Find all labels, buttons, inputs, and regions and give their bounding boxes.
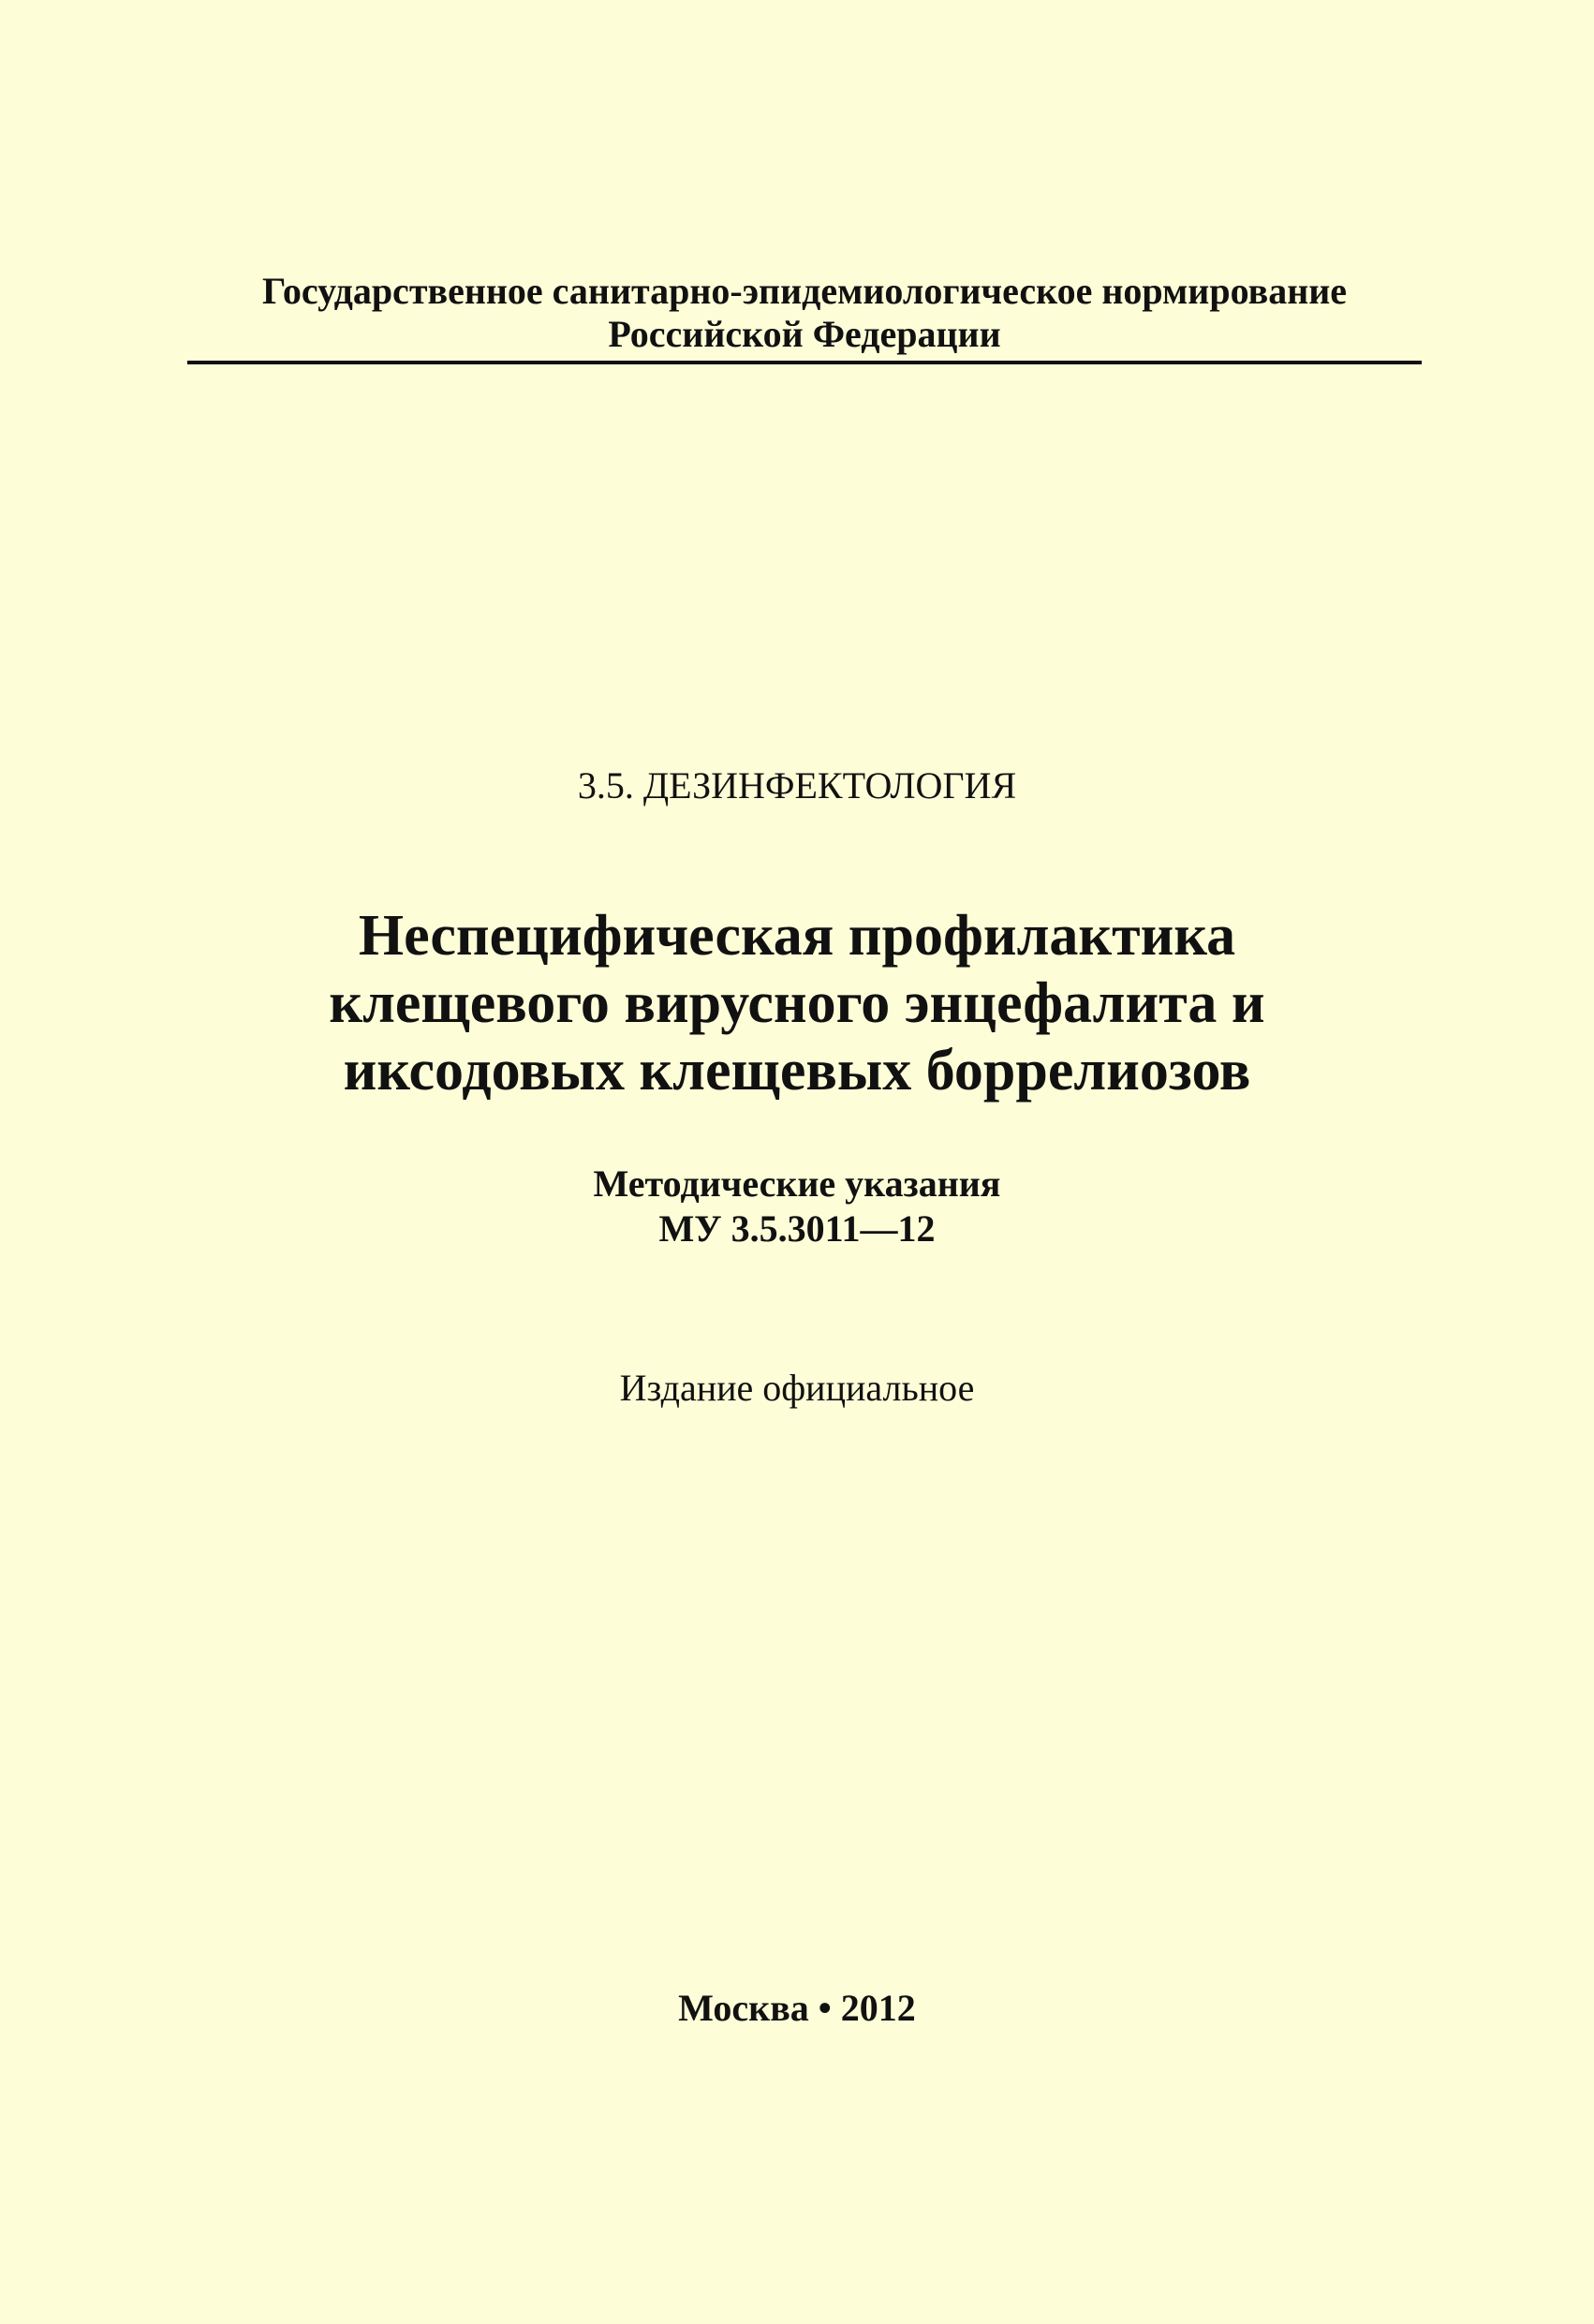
document-number: МУ 3.5.3011—12 <box>658 1207 936 1250</box>
header-line-2: Российской Федерации <box>608 313 1001 355</box>
header-line-1: Государственное санитарно-эпидемиологическое нормирование <box>261 270 1348 312</box>
document-subtitle <box>0 1162 1594 1251</box>
place-and-year: Москва • 2012 <box>678 1987 916 2029</box>
header-divider <box>187 361 1422 364</box>
subtitle-type: Методические указания <box>593 1162 1001 1205</box>
title-line-1: Неспецифическая профилактика <box>358 904 1236 968</box>
document-title <box>0 902 1594 1104</box>
issuing-body-header <box>187 270 1422 356</box>
edition-note: Издание официальное <box>619 1367 975 1409</box>
category-heading: 3.5. ДЕЗИНФЕКТОЛОГИЯ <box>577 764 1017 807</box>
title-line-3: иксодовых клещевых боррелиозов <box>343 1039 1251 1103</box>
title-line-2: клещевого вирусного энцефалита и <box>329 971 1265 1035</box>
